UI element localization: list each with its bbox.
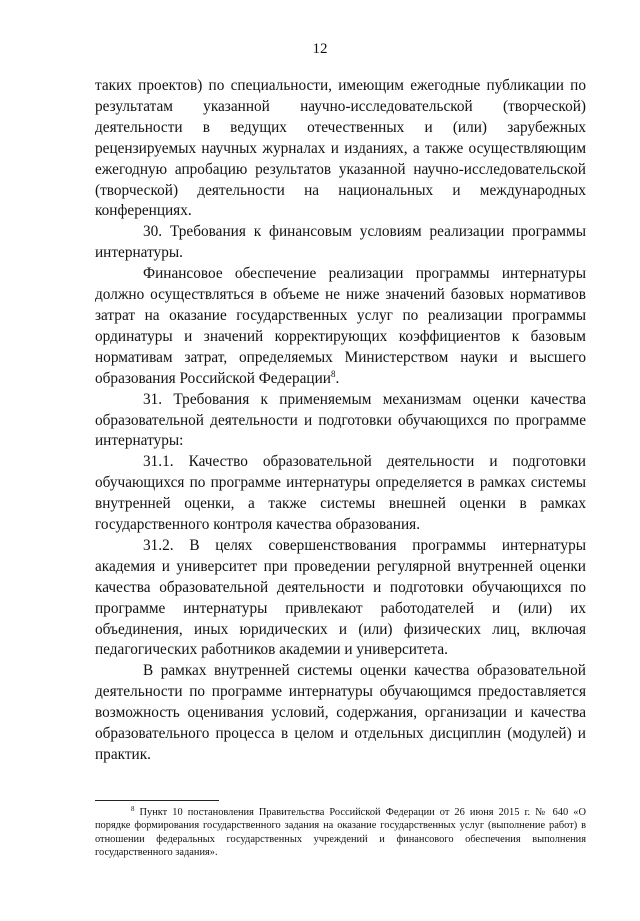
body-text (95, 76, 586, 766)
footnote-text: Пункт 10 постановления Правительства Российской Федерации от 26 июня 2015 г. № 640 «О порядке формирования государственного задания на оказание государственных услуг (выполнение работ) в отношении федеральных государственных учреждений и финансового обеспечения выполнения государственного задания». (95, 807, 586, 859)
paragraph-item-31: 31. Требования к применяемым механизмам оценки качества образовательной деятельности и подготовки обучающихся по программе интернатуры: (95, 390, 586, 450)
paragraph-item-31-2: 31.2. В целях совершенствования программы интернатуры академия и университет при проведении регулярной внутренней оценки качества образовательной деятельности и подготовки обучающихся по программе интернатуры привлекают работодателей и (или) их объединения, иных юридических и (или) физических лиц, включая педагогических работников академии и университета. (95, 536, 586, 659)
paragraph-financing (95, 264, 586, 389)
footnote-divider (95, 800, 219, 801)
paragraph-item-31-1: 31.1. Качество образовательной деятельности и подготовки обучающихся по программе интернатуры определяется в рамках системы внутренней оценки, а также системы внешней оценки в рамках государственного контроля качества образования. (95, 453, 586, 534)
page-number: 12 (312, 41, 328, 57)
paragraph-item-30: 30. Требования к финансовым условиям реализации программы интернатуры. (95, 223, 586, 262)
footnote (95, 806, 586, 860)
paragraph-financing-end: . (335, 369, 340, 387)
paragraph-financing-text: Финансовое обеспечение реализации программы интернатуры должно осуществляться в объеме не ниже значений базовых нормативов затрат на оказание государственных услуг по реализации программы ординатуры и значений корректирующих коэффициентов к базовым нормативам затрат, определяемых Министерством науки и высшего образования Российской Федерации (95, 265, 586, 387)
footnote-reference: 8 (330, 368, 336, 379)
paragraph-internal-evaluation: В рамках внутренней системы оценки качества образовательной деятельности по программе интернатуры обучающимся предоставляется возможность оценивания условий, содержания, организации и качества образовательного процесса в целом и отдельных дисциплин (модулей) и практик. (95, 662, 586, 763)
paragraph-continuation: таких проектов) по специальности, имеющим ежегодные публикации по результатам указанной научно-исследовательской (творческой) деятельности в ведущих отечественных и (или) зарубежных рецензируемых научных журналах и изданиях, а также осуществляющим ежегодную апробацию результатов указанной научно-исследовательской (творческой) деятельности на национальных и международных конференциях. (95, 77, 586, 220)
footnote-mark: 8 (131, 804, 135, 813)
